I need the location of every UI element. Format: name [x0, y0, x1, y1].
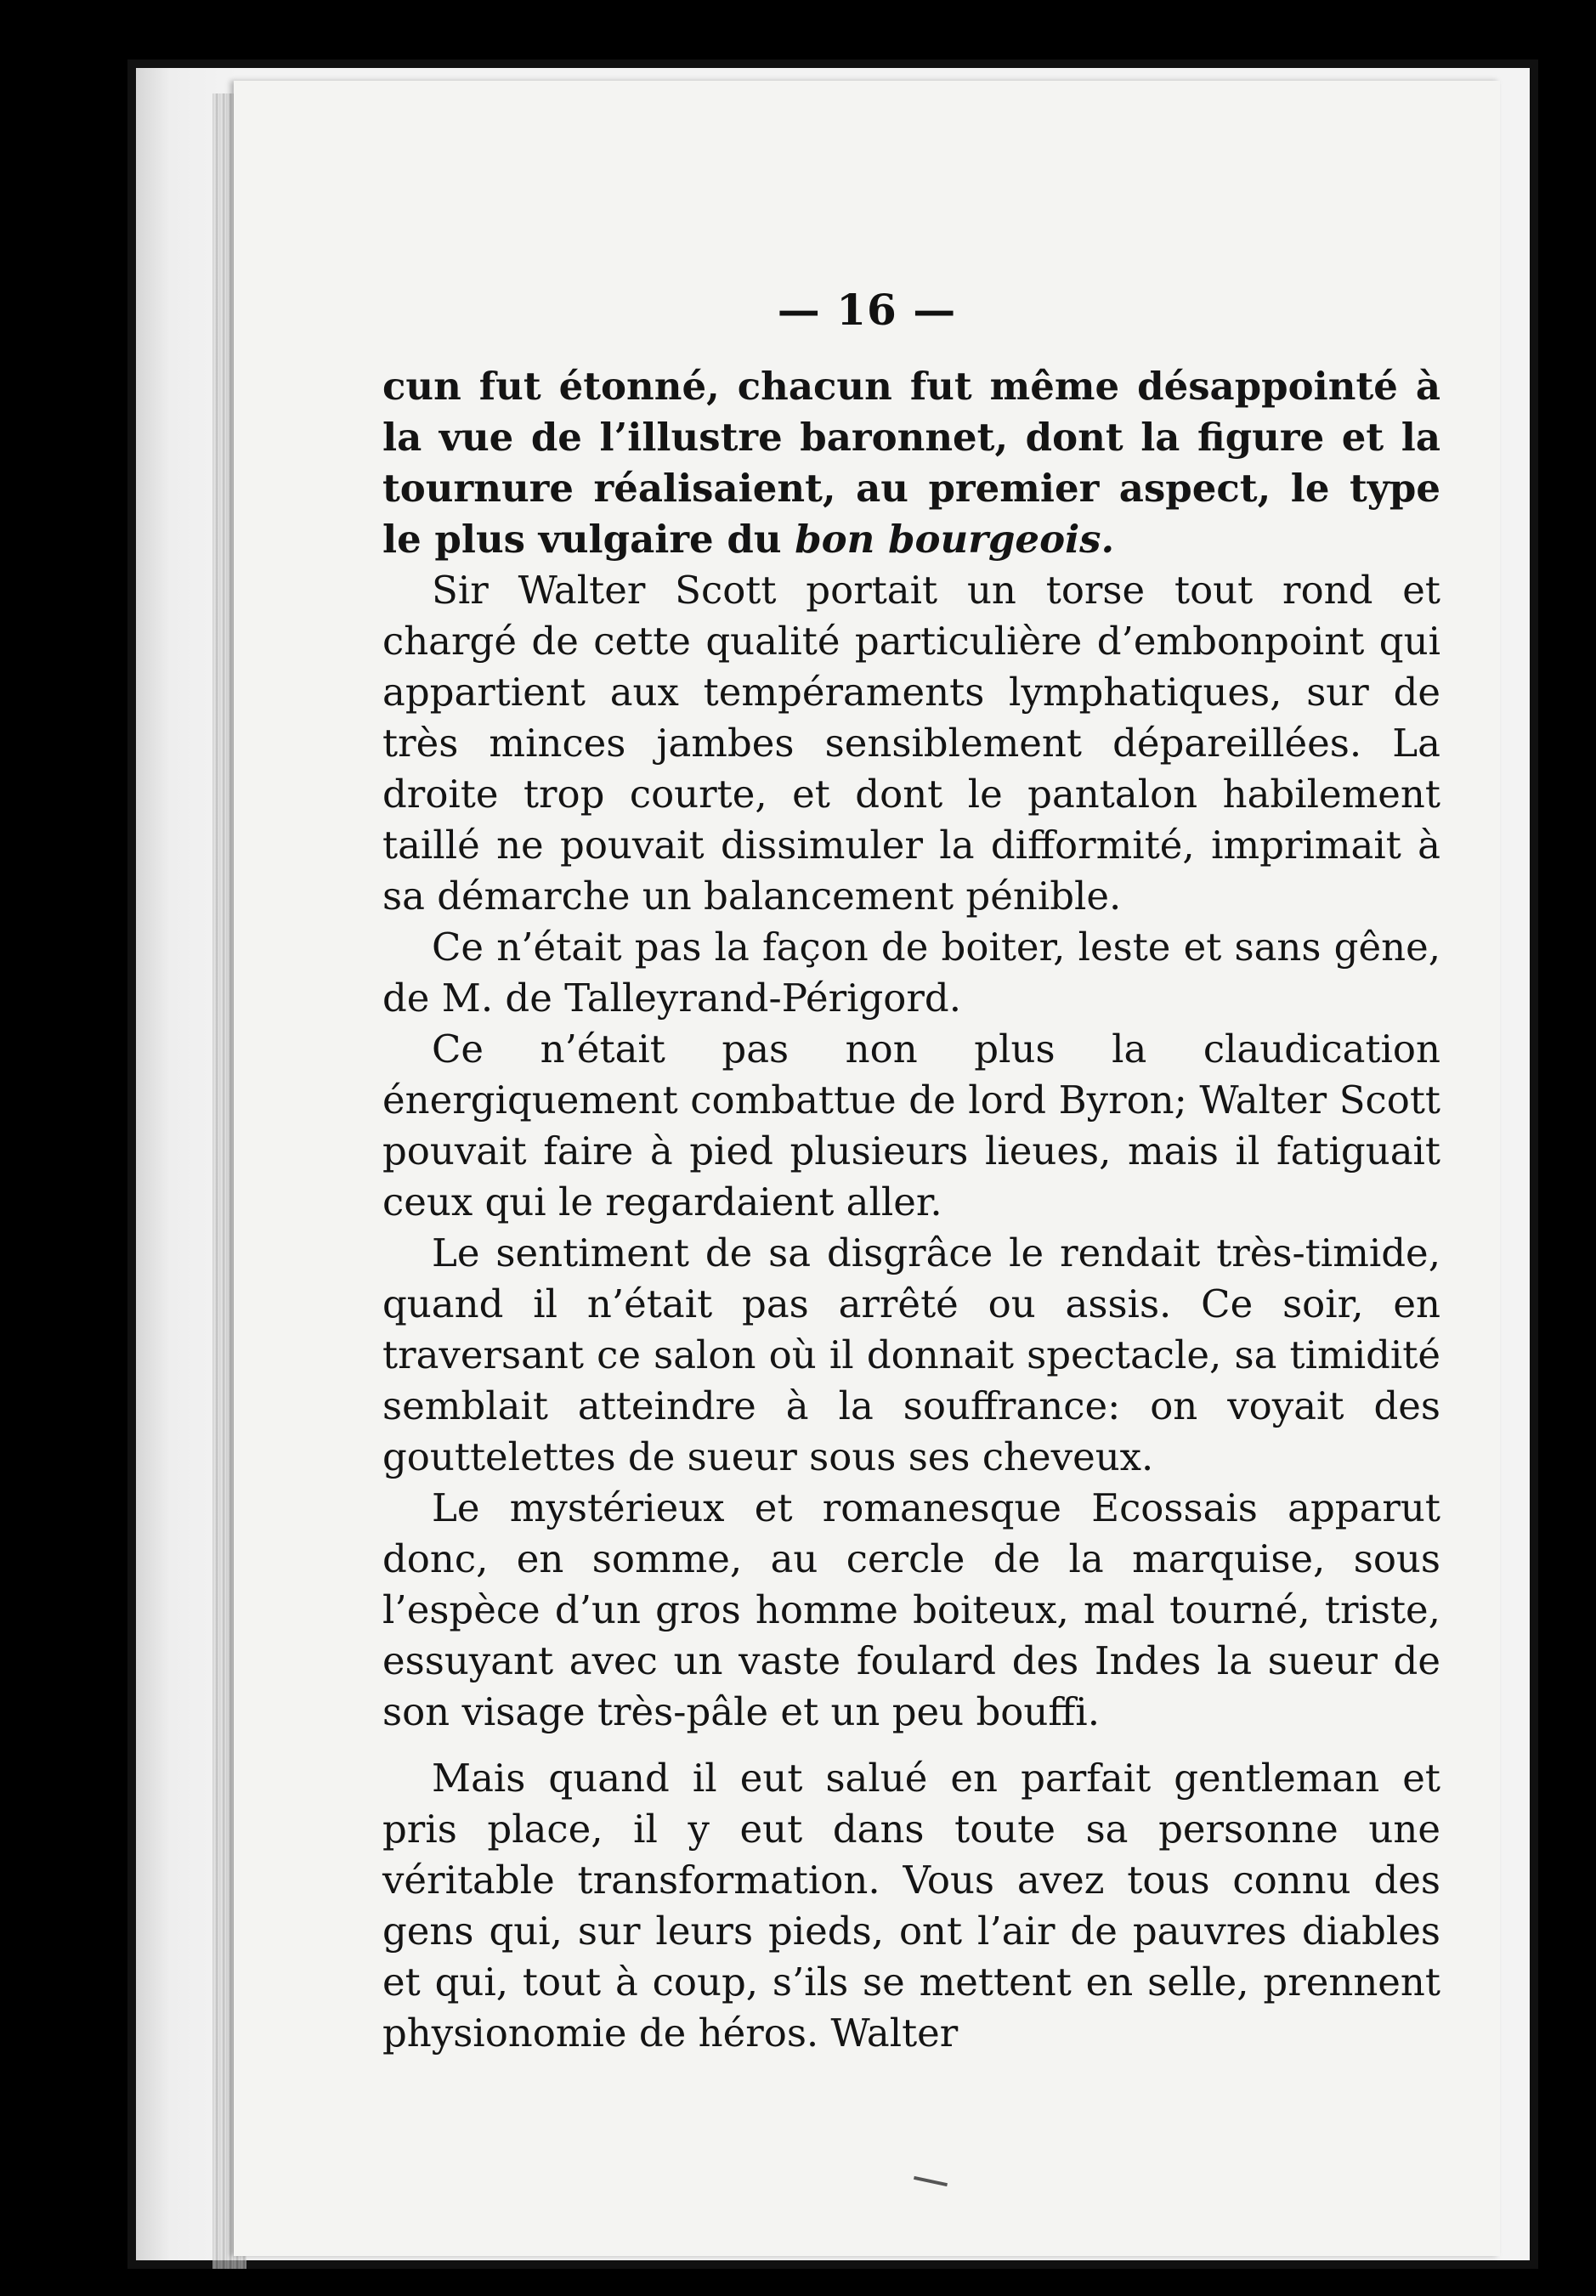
paragraph-0 [382, 361, 1440, 565]
paragraph-4: Le sentiment de sa disgrâce le rendait très-timide, quand il n’était pas arrêté ou assis. Ce soir, en traversant ce salon où il donnait spectacle, sa timidité semblait atteindre à la souffrance: on voyait des gouttelettes de sueur sous ses cheveux. [382, 1230, 1440, 1479]
body-text [382, 361, 1440, 2059]
book-page [234, 81, 1500, 2256]
page-number: — 16 — [777, 285, 957, 335]
paragraph-3: Ce n’était pas non plus la claudication énergiquement combattue de lord Byron; Walter Scott pouvait faire à pied plusieurs lieues, mais il fatiguait ceux qui le regardaient aller. [382, 1026, 1440, 1224]
paragraph-1: Sir Walter Scott portait un torse tout rond et chargé de cette qualité particulière d’embonpoint qui appartient aux tempéraments lymphatiques, sur de très minces jambes sensiblement dépareillées. La droite trop courte, et dont le pantalon habilement taillé ne pouvait dissimuler la difformité, imprimait à sa démarche un balancement pénible. [382, 568, 1440, 919]
paragraph-0-run-2: la vue de l’illustre baronnet, dont la figure et la tournure réalisaient, au premier aspect, le type le plus vulgaire du [382, 415, 1440, 562]
paragraph-0-run-3: bon bourgeois. [795, 517, 1115, 562]
paragraph-2: Ce n’était pas la façon de boiter, leste et sans gêne, de M. de Talleyrand-Périgord. [382, 925, 1440, 1021]
print-mark [914, 2176, 948, 2186]
paragraph-0-run-1: désappointé à [1137, 364, 1440, 409]
paragraph-5: Le mystérieux et romanesque Ecossais apparut donc, en somme, au cercle de la marquise, sous l’espèce d’un gros homme boiteux, mal tourné, triste, essuyant avec un vaste foulard des Indes la sueur de son visage très-pâle et un peu bouffi. [382, 1485, 1440, 1734]
paragraph-6: Mais quand il eut salué en parfait gentleman et pris place, il y eut dans toute sa personne une véritable transformation. Vous avez tous connu des gens qui, sur leurs pieds, ont l’air de pauvres diables et qui, tout à coup, s’ils se mettent en selle, prennent physionomie de héros. Walter [382, 1756, 1440, 2056]
paragraph-0-run-0: cun fut étonné, chacun fut même [382, 364, 1138, 409]
